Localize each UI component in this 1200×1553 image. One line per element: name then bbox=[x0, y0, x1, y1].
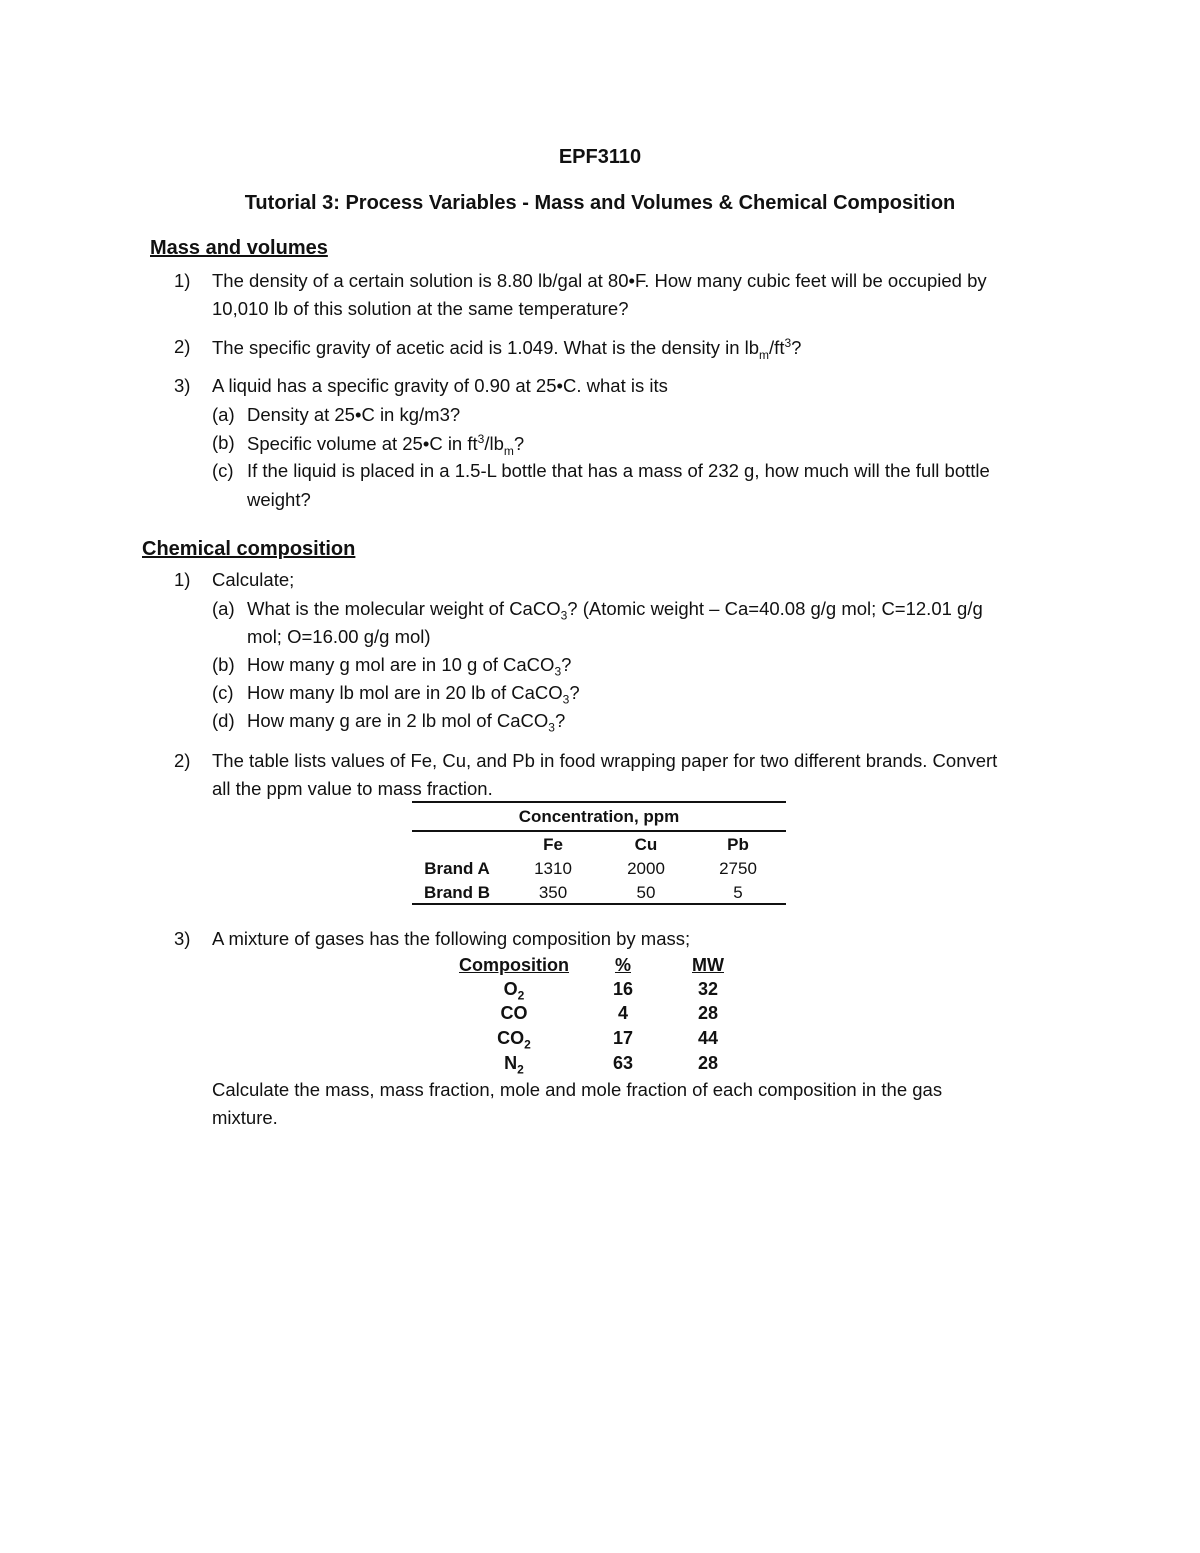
table-header-cell: % bbox=[614, 955, 631, 975]
subquestion-label: (a) bbox=[212, 404, 235, 425]
table-cell: 4 bbox=[617, 1003, 628, 1023]
table-cell: 28 bbox=[697, 1003, 719, 1023]
question-text: 10,010 lb of this solution at the same temperature? bbox=[212, 298, 629, 319]
table-cell: 1310 bbox=[534, 859, 572, 878]
subquestion-label: (b) bbox=[212, 432, 235, 453]
table-rule bbox=[412, 801, 786, 803]
subquestion-text: How many g mol are in 10 g of CaCO$_3$? bbox=[247, 654, 572, 679]
question-text: A mixture of gases has the following composition by mass; bbox=[212, 928, 691, 949]
question-text: The table lists values of Fe, Cu, and Pb in food wrapping paper for two different brands. Convert bbox=[212, 750, 998, 771]
subquestion-text: mol; O=16.00 g/g mol) bbox=[247, 626, 431, 647]
question-number: 1) bbox=[174, 569, 191, 590]
table-cell: $CO_2$ bbox=[497, 1028, 531, 1052]
question-number: 1) bbox=[174, 270, 191, 291]
table-cell: 32 bbox=[697, 979, 719, 999]
section-heading-chemical-composition: Chemical composition bbox=[142, 538, 356, 560]
table-cell: 2000 bbox=[627, 859, 665, 878]
table-cell: 16 bbox=[612, 979, 634, 999]
subquestion-label: (d) bbox=[212, 710, 235, 731]
table-cell: 63 bbox=[612, 1053, 634, 1073]
question-text: Calculate the mass, mass fraction, mole and mole fraction of each composition in the gas bbox=[212, 1079, 943, 1100]
question-number: 3) bbox=[174, 375, 191, 396]
subquestion-label: (a) bbox=[212, 598, 235, 619]
table-cell: CO bbox=[500, 1003, 528, 1023]
table-cell: 350 bbox=[538, 883, 568, 902]
table-rule bbox=[412, 830, 786, 832]
subquestion-text: If the liquid is placed in a 1.5-L bottle that has a mass of 232 g, how much will the full bottle bbox=[247, 460, 990, 481]
table-header-cell: Composition bbox=[459, 955, 569, 975]
subquestion-label: (c) bbox=[212, 460, 234, 481]
question-number: 2) bbox=[174, 336, 191, 357]
subquestion-text: How many g are in 2 lb mol of CaCO$_3$? bbox=[247, 710, 566, 735]
table-header-cell: MW bbox=[692, 955, 724, 975]
question-number: 3) bbox=[174, 928, 191, 949]
table-caption: Concentration, ppm bbox=[518, 807, 680, 826]
table-rule bbox=[412, 903, 786, 905]
question-text: mixture. bbox=[212, 1107, 278, 1128]
question-text: Calculate; bbox=[212, 569, 295, 590]
subquestion-text: Specific volume at 25•C in $ft^3/lb_m$? bbox=[247, 432, 525, 458]
table-header-cell: Cu bbox=[634, 835, 658, 854]
subquestion-label: (c) bbox=[212, 682, 234, 703]
table-header-cell: Fe bbox=[543, 835, 563, 854]
subquestion-text: Density at 25•C in kg/m3? bbox=[247, 404, 461, 425]
table-cell: 28 bbox=[697, 1053, 719, 1073]
table-cell: $N_2$ bbox=[504, 1053, 524, 1077]
question-number: 2) bbox=[174, 750, 191, 771]
section-heading-mass-volumes: Mass and volumes bbox=[150, 237, 328, 259]
question-text: A liquid has a specific gravity of 0.90 at 25•C. what is its bbox=[212, 375, 668, 396]
question-text: The density of a certain solution is 8.80 lb/gal at 80•F. How many cubic feet will be occupied by bbox=[212, 270, 987, 291]
subquestion-label: (b) bbox=[212, 654, 235, 675]
table-cell: 5 bbox=[733, 883, 743, 902]
table-cell: 17 bbox=[612, 1028, 634, 1048]
table-cell: 2750 bbox=[719, 859, 757, 878]
subquestion-text: How many lb mol are in 20 lb of CaCO$_3$? bbox=[247, 682, 580, 707]
table-row-label: Brand A bbox=[424, 859, 490, 878]
table-cell: 44 bbox=[697, 1028, 719, 1048]
subquestion-text: weight? bbox=[247, 489, 311, 510]
table-cell: $O_2$ bbox=[503, 979, 525, 1003]
question-text: The specific gravity of acetic acid is 1.049. What is the density in $lb_m/ft^3$? bbox=[212, 336, 802, 362]
table-header-cell: Pb bbox=[727, 835, 749, 854]
question-text: all the ppm value to mass fraction. bbox=[212, 778, 493, 799]
table-cell: 50 bbox=[636, 883, 656, 902]
subquestion-text: What is the molecular weight of CaCO$_3$? (Atomic weight – Ca=40.08 g/g mol; C=12.01 g/g bbox=[247, 598, 983, 623]
document-title: Tutorial 3: Process Variables - Mass and Volumes & Chemical Composition bbox=[244, 192, 956, 214]
document-code: EPF3110 bbox=[558, 146, 642, 168]
table-row-label: Brand B bbox=[423, 883, 491, 902]
